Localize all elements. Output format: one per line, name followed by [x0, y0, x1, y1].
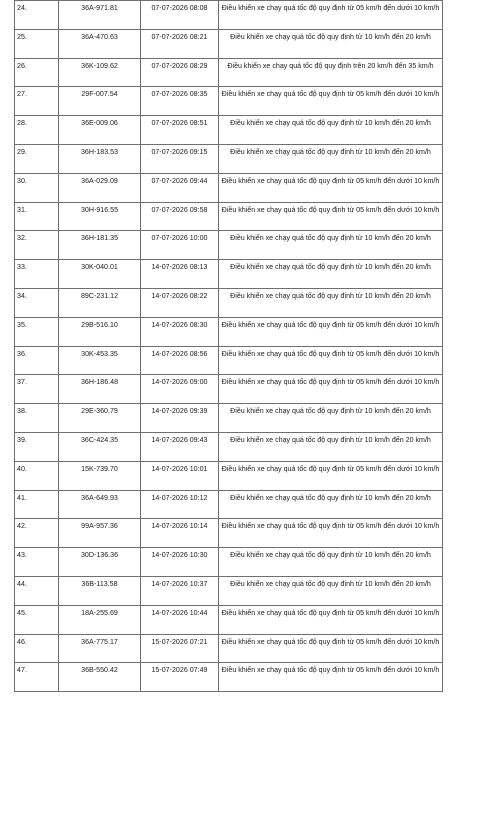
row-number: 30. — [15, 173, 59, 202]
license-plate: 29F-007.54 — [59, 87, 141, 116]
row-number: 45. — [15, 605, 59, 634]
license-plate: 36C-424.35 — [59, 432, 141, 461]
table-row — [15, 260, 443, 289]
violation-description: Điều khiển xe chạy quá tốc độ quy định từ 10 km/h đến 20 km/h — [219, 432, 443, 461]
row-number: 31. — [15, 202, 59, 231]
row-number: 38. — [15, 404, 59, 433]
violation-description: Điều khiển xe chạy quá tốc độ quy định từ 05 km/h đến dưới 10 km/h — [219, 173, 443, 202]
row-number: 24. — [15, 1, 59, 30]
violation-description: Điều khiển xe chạy quá tốc độ quy định từ 10 km/h đến 20 km/h — [219, 116, 443, 145]
row-number: 36. — [15, 346, 59, 375]
table-row — [15, 1, 443, 30]
license-plate: 36A-775.17 — [59, 634, 141, 663]
table-row — [15, 548, 443, 577]
table-row — [15, 231, 443, 260]
violation-description: Điều khiển xe chạy quá tốc độ quy định từ 10 km/h đến 20 km/h — [219, 548, 443, 577]
violation-time: 14-07-2026 09:00 — [141, 375, 219, 404]
violation-time: 07-07-2026 09:15 — [141, 144, 219, 173]
row-number: 40. — [15, 461, 59, 490]
violation-time: 07-07-2026 09:58 — [141, 202, 219, 231]
table-row — [15, 202, 443, 231]
license-plate: 36A-029.09 — [59, 173, 141, 202]
violation-description: Điều khiển xe chạy quá tốc độ quy định từ 05 km/h đến dưới 10 km/h — [219, 375, 443, 404]
violation-description: Điều khiển xe chạy quá tốc độ quy định từ 10 km/h đến 20 km/h — [219, 144, 443, 173]
violation-time: 14-07-2026 10:44 — [141, 605, 219, 634]
table-row — [15, 461, 443, 490]
violation-time: 07-07-2026 08:51 — [141, 116, 219, 145]
license-plate: 36B-550.42 — [59, 663, 141, 692]
row-number: 29. — [15, 144, 59, 173]
violation-description: Điều khiển xe chạy quá tốc độ quy định từ 10 km/h đến 20 km/h — [219, 404, 443, 433]
license-plate: 36H-186.48 — [59, 375, 141, 404]
license-plate: 18A-255.69 — [59, 605, 141, 634]
violation-time: 15-07-2026 07:21 — [141, 634, 219, 663]
table-row — [15, 116, 443, 145]
table-row — [15, 29, 443, 58]
row-number: 41. — [15, 490, 59, 519]
row-number: 32. — [15, 231, 59, 260]
license-plate: 36H-183.53 — [59, 144, 141, 173]
license-plate: 15K-739.70 — [59, 461, 141, 490]
license-plate: 36K-109.62 — [59, 58, 141, 87]
license-plate: 36B-113.58 — [59, 576, 141, 605]
violation-time: 15-07-2026 07:49 — [141, 663, 219, 692]
license-plate: 30D-136.36 — [59, 548, 141, 577]
row-number: 47. — [15, 663, 59, 692]
violation-description: Điều khiển xe chạy quá tốc độ quy định từ 05 km/h đến dưới 10 km/h — [219, 519, 443, 548]
table-row — [15, 576, 443, 605]
license-plate: 29B-516.10 — [59, 317, 141, 346]
violation-description: Điều khiển xe chạy quá tốc độ quy định từ 05 km/h đến dưới 10 km/h — [219, 346, 443, 375]
violation-time: 07-07-2026 10:00 — [141, 231, 219, 260]
violation-time: 07-07-2026 09:44 — [141, 173, 219, 202]
row-number: 26. — [15, 58, 59, 87]
license-plate: 36A-470.63 — [59, 29, 141, 58]
violation-time: 14-07-2026 08:30 — [141, 317, 219, 346]
license-plate: 29E-360.79 — [59, 404, 141, 433]
table-row — [15, 432, 443, 461]
violation-time: 14-07-2026 09:39 — [141, 404, 219, 433]
violation-time: 14-07-2026 10:30 — [141, 548, 219, 577]
row-number: 25. — [15, 29, 59, 58]
violation-description: Điều khiển xe chạy quá tốc độ quy định từ 05 km/h đến dưới 10 km/h — [219, 1, 443, 30]
row-number: 34. — [15, 288, 59, 317]
violation-description: Điều khiển xe chạy quá tốc độ quy định từ 05 km/h đến dưới 10 km/h — [219, 461, 443, 490]
violation-description: Điều khiển xe chạy quá tốc độ quy định từ 10 km/h đến 20 km/h — [219, 288, 443, 317]
violation-description: Điều khiển xe chạy quá tốc độ quy định từ 05 km/h đến dưới 10 km/h — [219, 605, 443, 634]
violation-description: Điều khiển xe chạy quá tốc độ quy định từ 10 km/h đến 20 km/h — [219, 576, 443, 605]
violation-description: Điều khiển xe chạy quá tốc độ quy định từ 05 km/h đến dưới 10 km/h — [219, 663, 443, 692]
row-number: 39. — [15, 432, 59, 461]
table-row — [15, 58, 443, 87]
violation-time: 14-07-2026 10:14 — [141, 519, 219, 548]
row-number: 35. — [15, 317, 59, 346]
violation-time: 07-07-2026 08:08 — [141, 1, 219, 30]
license-plate: 36E-009.06 — [59, 116, 141, 145]
violation-time: 07-07-2026 08:21 — [141, 29, 219, 58]
violation-time: 14-07-2026 09:43 — [141, 432, 219, 461]
violation-time: 14-07-2026 08:56 — [141, 346, 219, 375]
table-row — [15, 144, 443, 173]
row-number: 33. — [15, 260, 59, 289]
table-row — [15, 375, 443, 404]
table-row — [15, 519, 443, 548]
table-row — [15, 605, 443, 634]
violation-description: Điều khiển xe chạy quá tốc độ quy định từ 10 km/h đến 20 km/h — [219, 260, 443, 289]
violations-table — [14, 0, 443, 692]
violation-description: Điều khiển xe chạy quá tốc độ quy định từ 05 km/h đến dưới 10 km/h — [219, 202, 443, 231]
violation-description: Điều khiển xe chạy quá tốc độ quy định từ 10 km/h đến 20 km/h — [219, 29, 443, 58]
violation-time: 07-07-2026 08:35 — [141, 87, 219, 116]
violation-description: Điều khiển xe chạy quá tốc độ quy định từ 05 km/h đến dưới 10 km/h — [219, 317, 443, 346]
license-plate: 99A-957.36 — [59, 519, 141, 548]
row-number: 43. — [15, 548, 59, 577]
row-number: 44. — [15, 576, 59, 605]
row-number: 42. — [15, 519, 59, 548]
table-row — [15, 346, 443, 375]
table-row — [15, 173, 443, 202]
license-plate: 89C-231.12 — [59, 288, 141, 317]
table-row — [15, 87, 443, 116]
violation-time: 14-07-2026 10:37 — [141, 576, 219, 605]
violation-time: 14-07-2026 10:01 — [141, 461, 219, 490]
row-number: 27. — [15, 87, 59, 116]
license-plate: 36A-971.81 — [59, 1, 141, 30]
table-row — [15, 404, 443, 433]
license-plate: 36A-649.93 — [59, 490, 141, 519]
table-row — [15, 634, 443, 663]
row-number: 37. — [15, 375, 59, 404]
violation-time: 14-07-2026 08:22 — [141, 288, 219, 317]
table-row — [15, 663, 443, 692]
row-number: 46. — [15, 634, 59, 663]
violation-description: Điều khiển xe chạy quá tốc độ quy định từ 05 km/h đến dưới 10 km/h — [219, 87, 443, 116]
table-row — [15, 490, 443, 519]
license-plate: 36H-181.35 — [59, 231, 141, 260]
license-plate: 30K-453.35 — [59, 346, 141, 375]
row-number: 28. — [15, 116, 59, 145]
table-row — [15, 288, 443, 317]
violation-description: Điều khiển xe chạy quá tốc độ quy định từ 10 km/h đến 20 km/h — [219, 231, 443, 260]
violations-table-body — [15, 1, 443, 692]
violation-description: Điều khiển xe chạy quá tốc độ quy định từ 10 km/h đến 20 km/h — [219, 490, 443, 519]
license-plate: 30H-916.55 — [59, 202, 141, 231]
license-plate: 30K-040.01 — [59, 260, 141, 289]
violation-time: 14-07-2026 10:12 — [141, 490, 219, 519]
table-row — [15, 317, 443, 346]
violation-description: Điều khiển xe chạy quá tốc độ quy định trên 20 km/h đến 35 km/h — [219, 58, 443, 87]
violation-time: 14-07-2026 08:13 — [141, 260, 219, 289]
violation-description: Điều khiển xe chạy quá tốc độ quy định từ 05 km/h đến dưới 10 km/h — [219, 634, 443, 663]
violation-time: 07-07-2026 08:29 — [141, 58, 219, 87]
